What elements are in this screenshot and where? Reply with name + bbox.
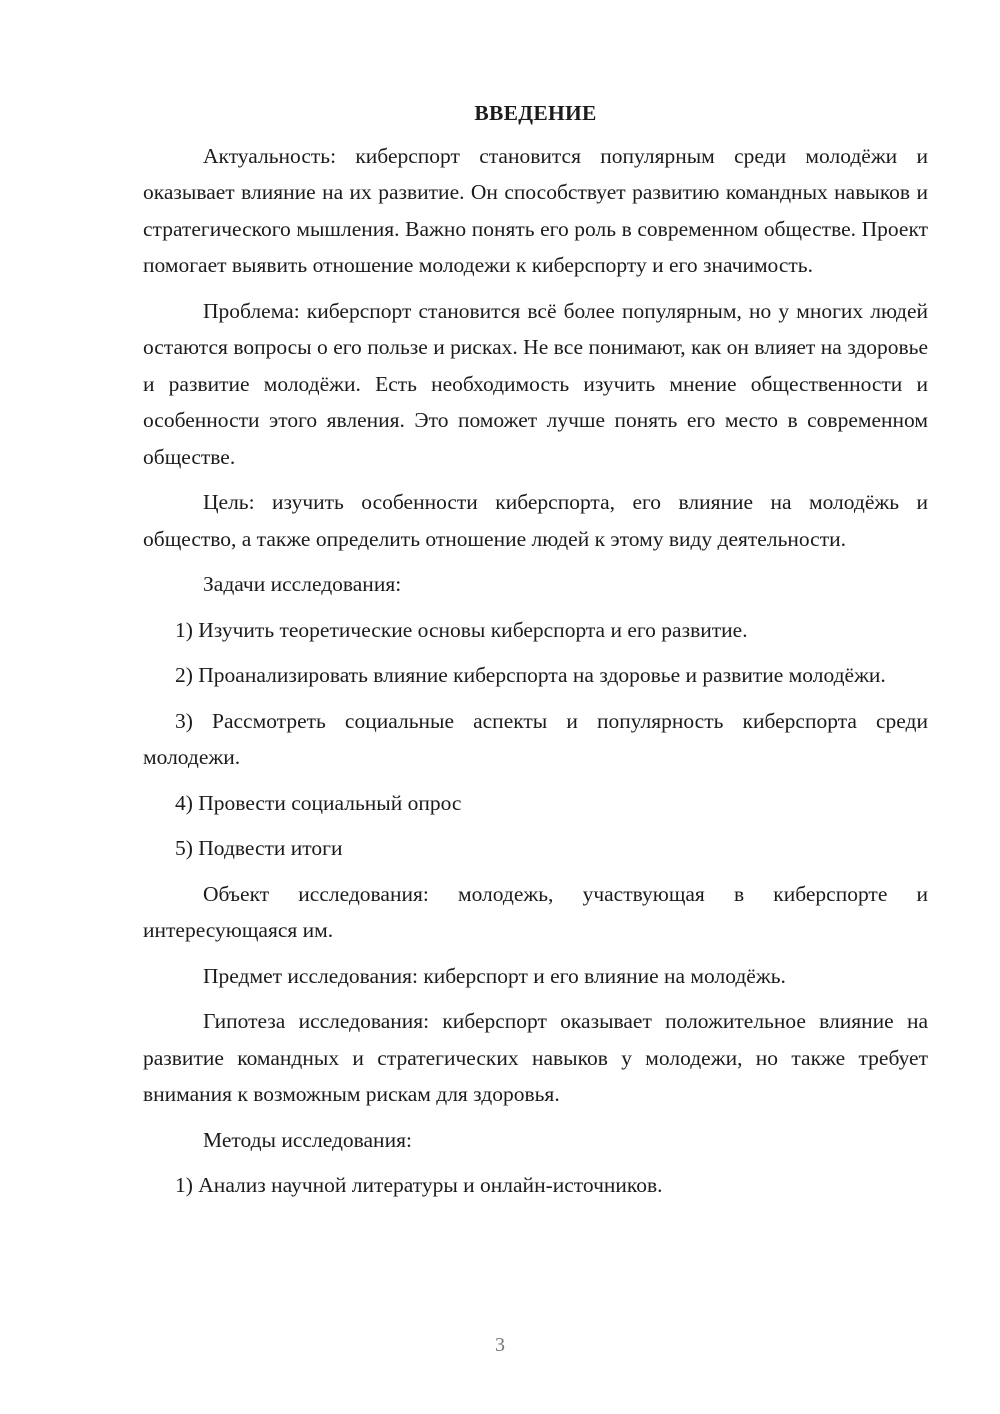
task-item-4: 4) Провести социальный опрос — [175, 790, 462, 815]
hypothesis-paragraph: Гипотеза исследования: киберспорт оказывает положительное влияние на развитие командных и стратегических навыков у молодежи, но также требует внимания к возможным рискам для здоровья. — [143, 1009, 928, 1106]
problem-paragraph: Проблема: киберспорт становится всё более популярным, но у многих людей остаются вопросы о его пользе и рисках. Не все понимают, как он влияет на здоровье и развитие молодёжи. Есть необходимость изучить мнение общественности и особенности этого явления. Это поможет лучше понять его место в современном обществе. — [143, 298, 928, 469]
section-title: ВВЕДЕНИЕ — [474, 101, 597, 125]
methods-heading: Методы исследования: — [203, 1127, 412, 1152]
task-item-1: 1) Изучить теоретические основы киберспорта и его развитие. — [175, 617, 748, 642]
document-page — [143, 95, 928, 1213]
method-item-1: 1) Анализ научной литературы и онлайн-источников. — [175, 1173, 663, 1197]
subject-paragraph: Предмет исследования: киберспорт и его влияние на молодёжь. — [203, 963, 786, 988]
page-number: 3 — [495, 1334, 505, 1356]
task-item-3: 3) Рассмотреть социальные аспекты и популярность киберспорта среди молодежи. — [143, 708, 928, 769]
goal-paragraph: Цель: изучить особенности киберспорта, его влияние на молодёжь и общество, а также определить отношение людей к этому виду деятельности. — [143, 490, 928, 551]
task-item-2: 2) Проанализировать влияние киберспорта на здоровье и развитие молодёжи. — [175, 663, 886, 687]
tasks-heading: Задачи исследования: — [203, 572, 402, 596]
task-item-5: 5) Подвести итоги — [175, 836, 343, 860]
object-paragraph: Объект исследования: молодежь, участвующая в киберспорте и интересующаяся им. — [143, 881, 928, 942]
actuality-paragraph: Актуальность: киберспорт становится популярным среди молодёжи и оказывает влияние на их развитие. Он способствует развитию командных навыков и стратегического мышления. Важно понять его роль в современном обществе. Проект помогает выявить отношение молодежи к киберспорту и его значимость. — [143, 143, 928, 277]
